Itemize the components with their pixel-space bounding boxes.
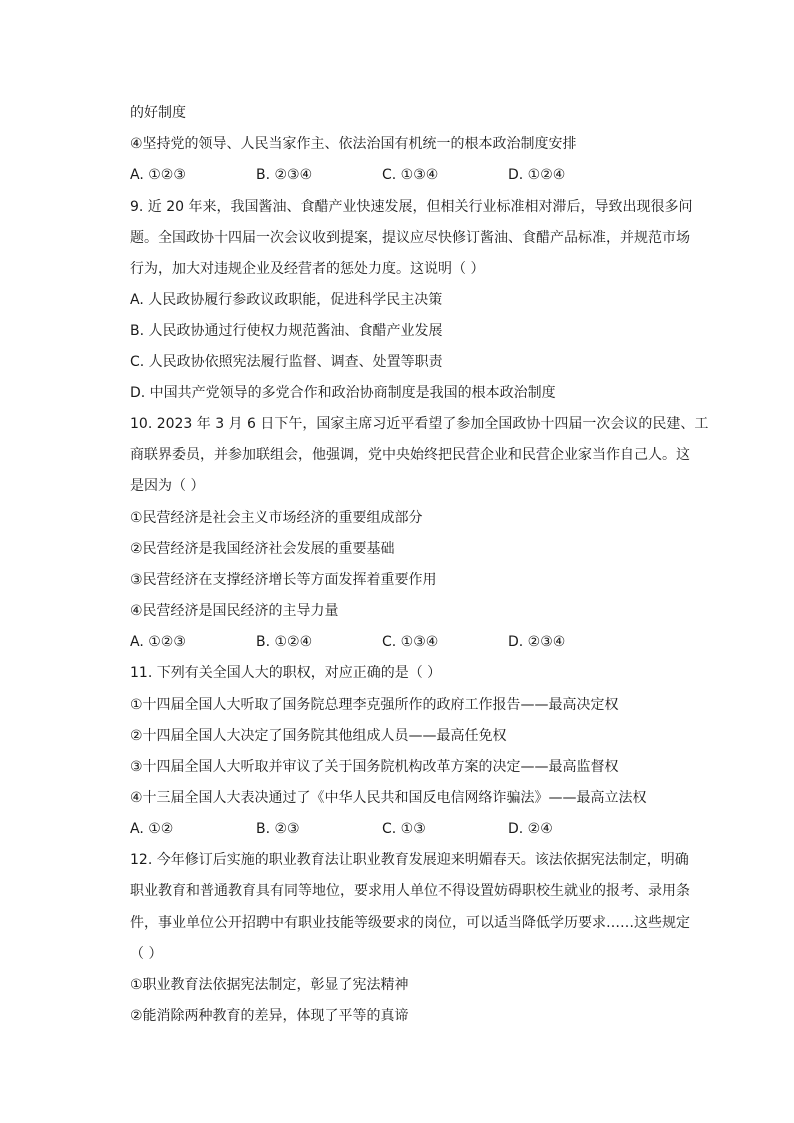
q10-item-2: ②民营经济是我国经济社会发展的重要基础 xyxy=(130,541,395,557)
q9-option-b[interactable]: B. 人民政协通过行使权力规范酱油、食醋产业发展 xyxy=(130,323,443,339)
q8-item-4: ④坚持党的领导、人民当家作主、依法治国有机统一的根本政治制度安排 xyxy=(130,136,577,152)
q12-item-1: ①职业教育法依据宪法制定，彰显了宪法精神 xyxy=(130,977,409,993)
q11-item-1: ①十四届全国人大听取了国务院总理李克强所作的政府工作报告——最高决定权 xyxy=(130,697,619,713)
q10-item-4: ④民营经济是国民经济的主导力量 xyxy=(130,603,339,619)
q10-option-a[interactable]: A. ①②③ xyxy=(130,634,186,650)
q11-item-3: ③十四届全国人大听取并审议了关于国务院机构改革方案的决定——最高监督权 xyxy=(130,759,619,775)
q9-option-c[interactable]: C. 人民政协依照宪法履行监督、调查、处置等职责 xyxy=(130,354,443,370)
q9-option-d[interactable]: D. 中国共产党领导的多党合作和政治协商制度是我国的根本政治制度 xyxy=(130,385,556,401)
q9-stem-line-3: 行为，加大对违规企业及经营者的惩处力度。这说明（ ） xyxy=(130,261,485,277)
q8-option-b[interactable]: B. ②③④ xyxy=(256,167,313,183)
q11-options xyxy=(130,819,690,839)
q9-option-a[interactable]: A. 人民政协履行参政议政职能，促进科学民主决策 xyxy=(130,292,443,308)
q10-option-b[interactable]: B. ①②④ xyxy=(256,634,313,650)
q9-stem-line-1: 9. 近 20 年来，我国酱油、食醋产业快速发展，但相关行业标准相对滞后，导致出现很多问 xyxy=(130,199,693,215)
q11-option-d[interactable]: D. ②④ xyxy=(508,821,553,837)
q10-option-c[interactable]: C. ①③④ xyxy=(382,634,439,650)
q8-option-c[interactable]: C. ①③④ xyxy=(382,167,439,183)
q10-stem-line-1: 10. 2023 年 3 月 6 日下午，国家主席习近平看望了参加全国政协十四届一次会议的民建、工 xyxy=(130,416,709,432)
q8-continuation: 的好制度 xyxy=(130,105,186,121)
q12-stem-line-3: 件，事业单位公开招聘中有职业技能等级要求的岗位，可以适当降低学历要求……这些规定 xyxy=(130,915,690,931)
q8-option-a[interactable]: A. ①②③ xyxy=(130,167,186,183)
q10-stem-line-3: 是因为（ ） xyxy=(130,478,205,494)
q8-option-d[interactable]: D. ①②④ xyxy=(508,167,566,183)
q10-options xyxy=(130,632,690,652)
q11-option-a[interactable]: A. ①② xyxy=(130,821,174,837)
q10-item-3: ③民营经济在支撑经济增长等方面发挥着重要作用 xyxy=(130,572,437,588)
q11-option-c[interactable]: C. ①③ xyxy=(382,821,426,837)
q10-stem-line-2: 商联界委员，并参加联组会，他强调，党中央始终把民营企业和民营企业家当作自己人。这 xyxy=(130,447,690,463)
q10-item-1: ①民营经济是社会主义市场经济的重要组成部分 xyxy=(130,510,423,526)
q12-item-2: ②能消除两种教育的差异，体现了平等的真谛 xyxy=(130,1008,409,1024)
q11-option-b[interactable]: B. ②③ xyxy=(256,821,300,837)
q8-options xyxy=(130,165,690,185)
q12-stem-line-4: （ ） xyxy=(130,946,163,962)
q11-item-2: ②十四届全国人大决定了国务院其他组成人员——最高任免权 xyxy=(130,728,507,744)
q12-stem-line-1: 12. 今年修订后实施的职业教育法让职业教育发展迎来明媚春天。该法依据宪法制定，明确 xyxy=(130,852,689,868)
q11-item-4: ④十三届全国人大表决通过了《中华人民共和国反电信网络诈骗法》——最高立法权 xyxy=(130,790,647,806)
q11-stem-line-1: 11. 下列有关全国人大的职权，对应正确的是（ ） xyxy=(130,665,442,681)
q9-stem-line-2: 题。全国政协十四届一次会议收到提案，提议应尽快修订酱油、食醋产品标准，并规范市场 xyxy=(130,230,690,246)
q10-option-d[interactable]: D. ②③④ xyxy=(508,634,566,650)
q12-stem-line-2: 职业教育和普通教育具有同等地位，要求用人单位不得设置妨碍职校生就业的报考、录用条 xyxy=(130,883,690,899)
